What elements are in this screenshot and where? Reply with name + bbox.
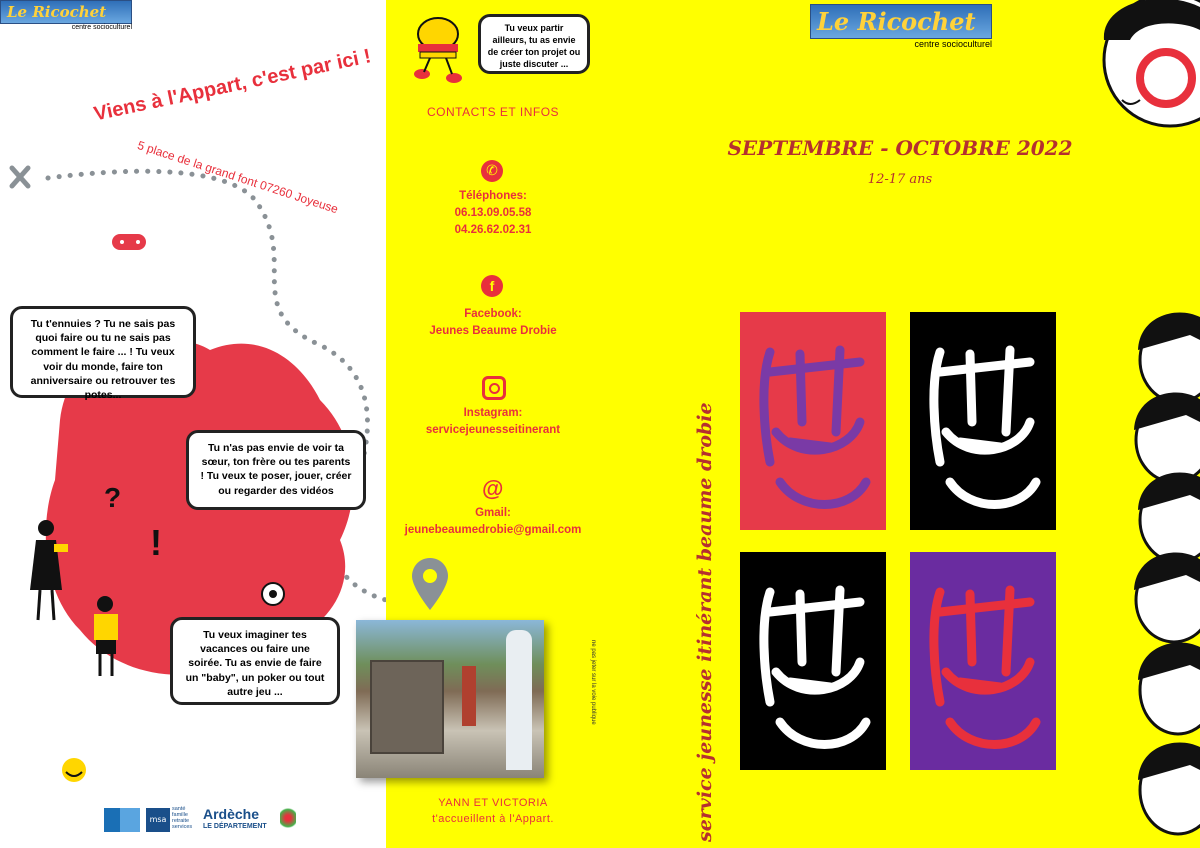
exclamation-mark: ! [150, 522, 162, 563]
logo-stroke [776, 662, 860, 690]
logo-stroke [946, 422, 1030, 450]
logo-card-1 [740, 312, 886, 530]
instagram-icon [482, 376, 506, 400]
speech-bubble-1: Tu t'ennuies ? Tu ne sais pas quoi faire ou tu ne sais pas comment le faire ... ! Tu veux voir du monde, faire ton anniversaire ou retrouver tes potes... [10, 306, 196, 398]
msa-tagline: santé famille retraite services [172, 806, 193, 831]
sj-logo-mark [740, 552, 886, 770]
gmail-value[interactable]: jeunebeaumedrobie@gmail.com [404, 524, 582, 536]
middle-panel [386, 0, 600, 848]
appart-photo [356, 620, 544, 778]
at-icon: @ [482, 476, 504, 501]
title: SEPTEMBRE - OCTOBRE 2022 [727, 136, 1073, 160]
facebook-label: Facebook: [464, 308, 522, 320]
instagram-label: Instagram: [463, 407, 523, 419]
facebook-icon: f [481, 275, 503, 297]
question-mark: ? [104, 482, 122, 513]
sj-logo-mark [910, 552, 1056, 770]
departement-label: LE DÉPARTEMENT [203, 823, 267, 830]
headline: Viens à l'Appart, c'est par ici ! [92, 45, 373, 126]
ardeche-logo: Ardèche [203, 806, 260, 822]
logo-stroke [946, 662, 1030, 690]
logo-stroke [950, 482, 1036, 505]
football-icon [262, 583, 284, 605]
age-range: 12-17 ans [867, 172, 933, 187]
contacts-title: CONTACTS ET INFOS [426, 105, 560, 119]
phone-2[interactable]: 04.26.62.02.31 [454, 224, 532, 236]
burger-mascot-icon [408, 12, 468, 84]
msa-logo: msa [146, 808, 170, 832]
logo-stroke [780, 722, 866, 745]
phone-1[interactable]: 06.13.09.05.58 [454, 207, 532, 219]
laughing-emoji-icon [62, 758, 86, 782]
logo-stroke [776, 422, 860, 450]
logo-card-3 [740, 552, 886, 770]
logo-stroke [950, 722, 1036, 745]
logo-card-4 [910, 552, 1056, 770]
logo-card-2 [910, 312, 1056, 530]
sj-logo-mark [740, 312, 886, 530]
phones-label: Téléphones: [459, 190, 527, 202]
close-x-icon [12, 168, 28, 186]
speech-bubble-3: Tu veux imaginer tes vacances ou faire une soirée. Tu as envie de faire un "baby", un poker ou tout autre jeu ... [170, 617, 340, 705]
flower-logo [280, 806, 296, 830]
logo-right [810, 4, 992, 49]
logo-right-subtitle: centre socioculturel [914, 39, 992, 49]
vertical-note: ne pas jeter sur la voie publique [590, 640, 596, 725]
caption-line-2: t'accueillent à l'Appart. [432, 813, 554, 825]
gmail-label: Gmail: [475, 507, 511, 519]
phone-icon: ✆ [481, 160, 503, 182]
face-stack [1134, 313, 1200, 835]
instagram-value[interactable]: servicejeunesseitinerant [425, 424, 561, 436]
right-panel [600, 0, 1200, 848]
dotted-path [0, 0, 386, 848]
sj-logo-mark [910, 312, 1056, 530]
top-speech-bubble: Tu veux partir ailleurs, tu as envie de créer ton projet ou juste discuter ... [478, 14, 590, 74]
vertical-title: service jeunesse itinérant beaume drobie [694, 402, 716, 842]
speech-bubble-2: Tu n'as pas envie de voir ta sœur, ton frère ou tes parents ! Tu veux te poser, jouer, créer ou regarder des vidéos [186, 430, 366, 510]
gamepad-icon [112, 234, 146, 250]
headphone-person-icon [1104, 0, 1200, 126]
caption-line-1: YANN ET VICTORIA [438, 797, 548, 809]
location-pin-icon [410, 556, 450, 612]
left-panel [0, 0, 386, 848]
logo-text: Le Ricochet [0, 0, 132, 24]
partner-logo-2 [120, 808, 140, 832]
facebook-value[interactable]: Jeunes Beaume Drobie [429, 325, 557, 337]
logo-right-text: Le Ricochet [810, 4, 992, 39]
address: 5 place de la grand font 07260 Joyeuse [135, 138, 340, 217]
cartoon-faces [1070, 0, 1200, 848]
logo-stroke [780, 482, 866, 505]
logo-subtitle: centre socioculturel [71, 24, 132, 31]
